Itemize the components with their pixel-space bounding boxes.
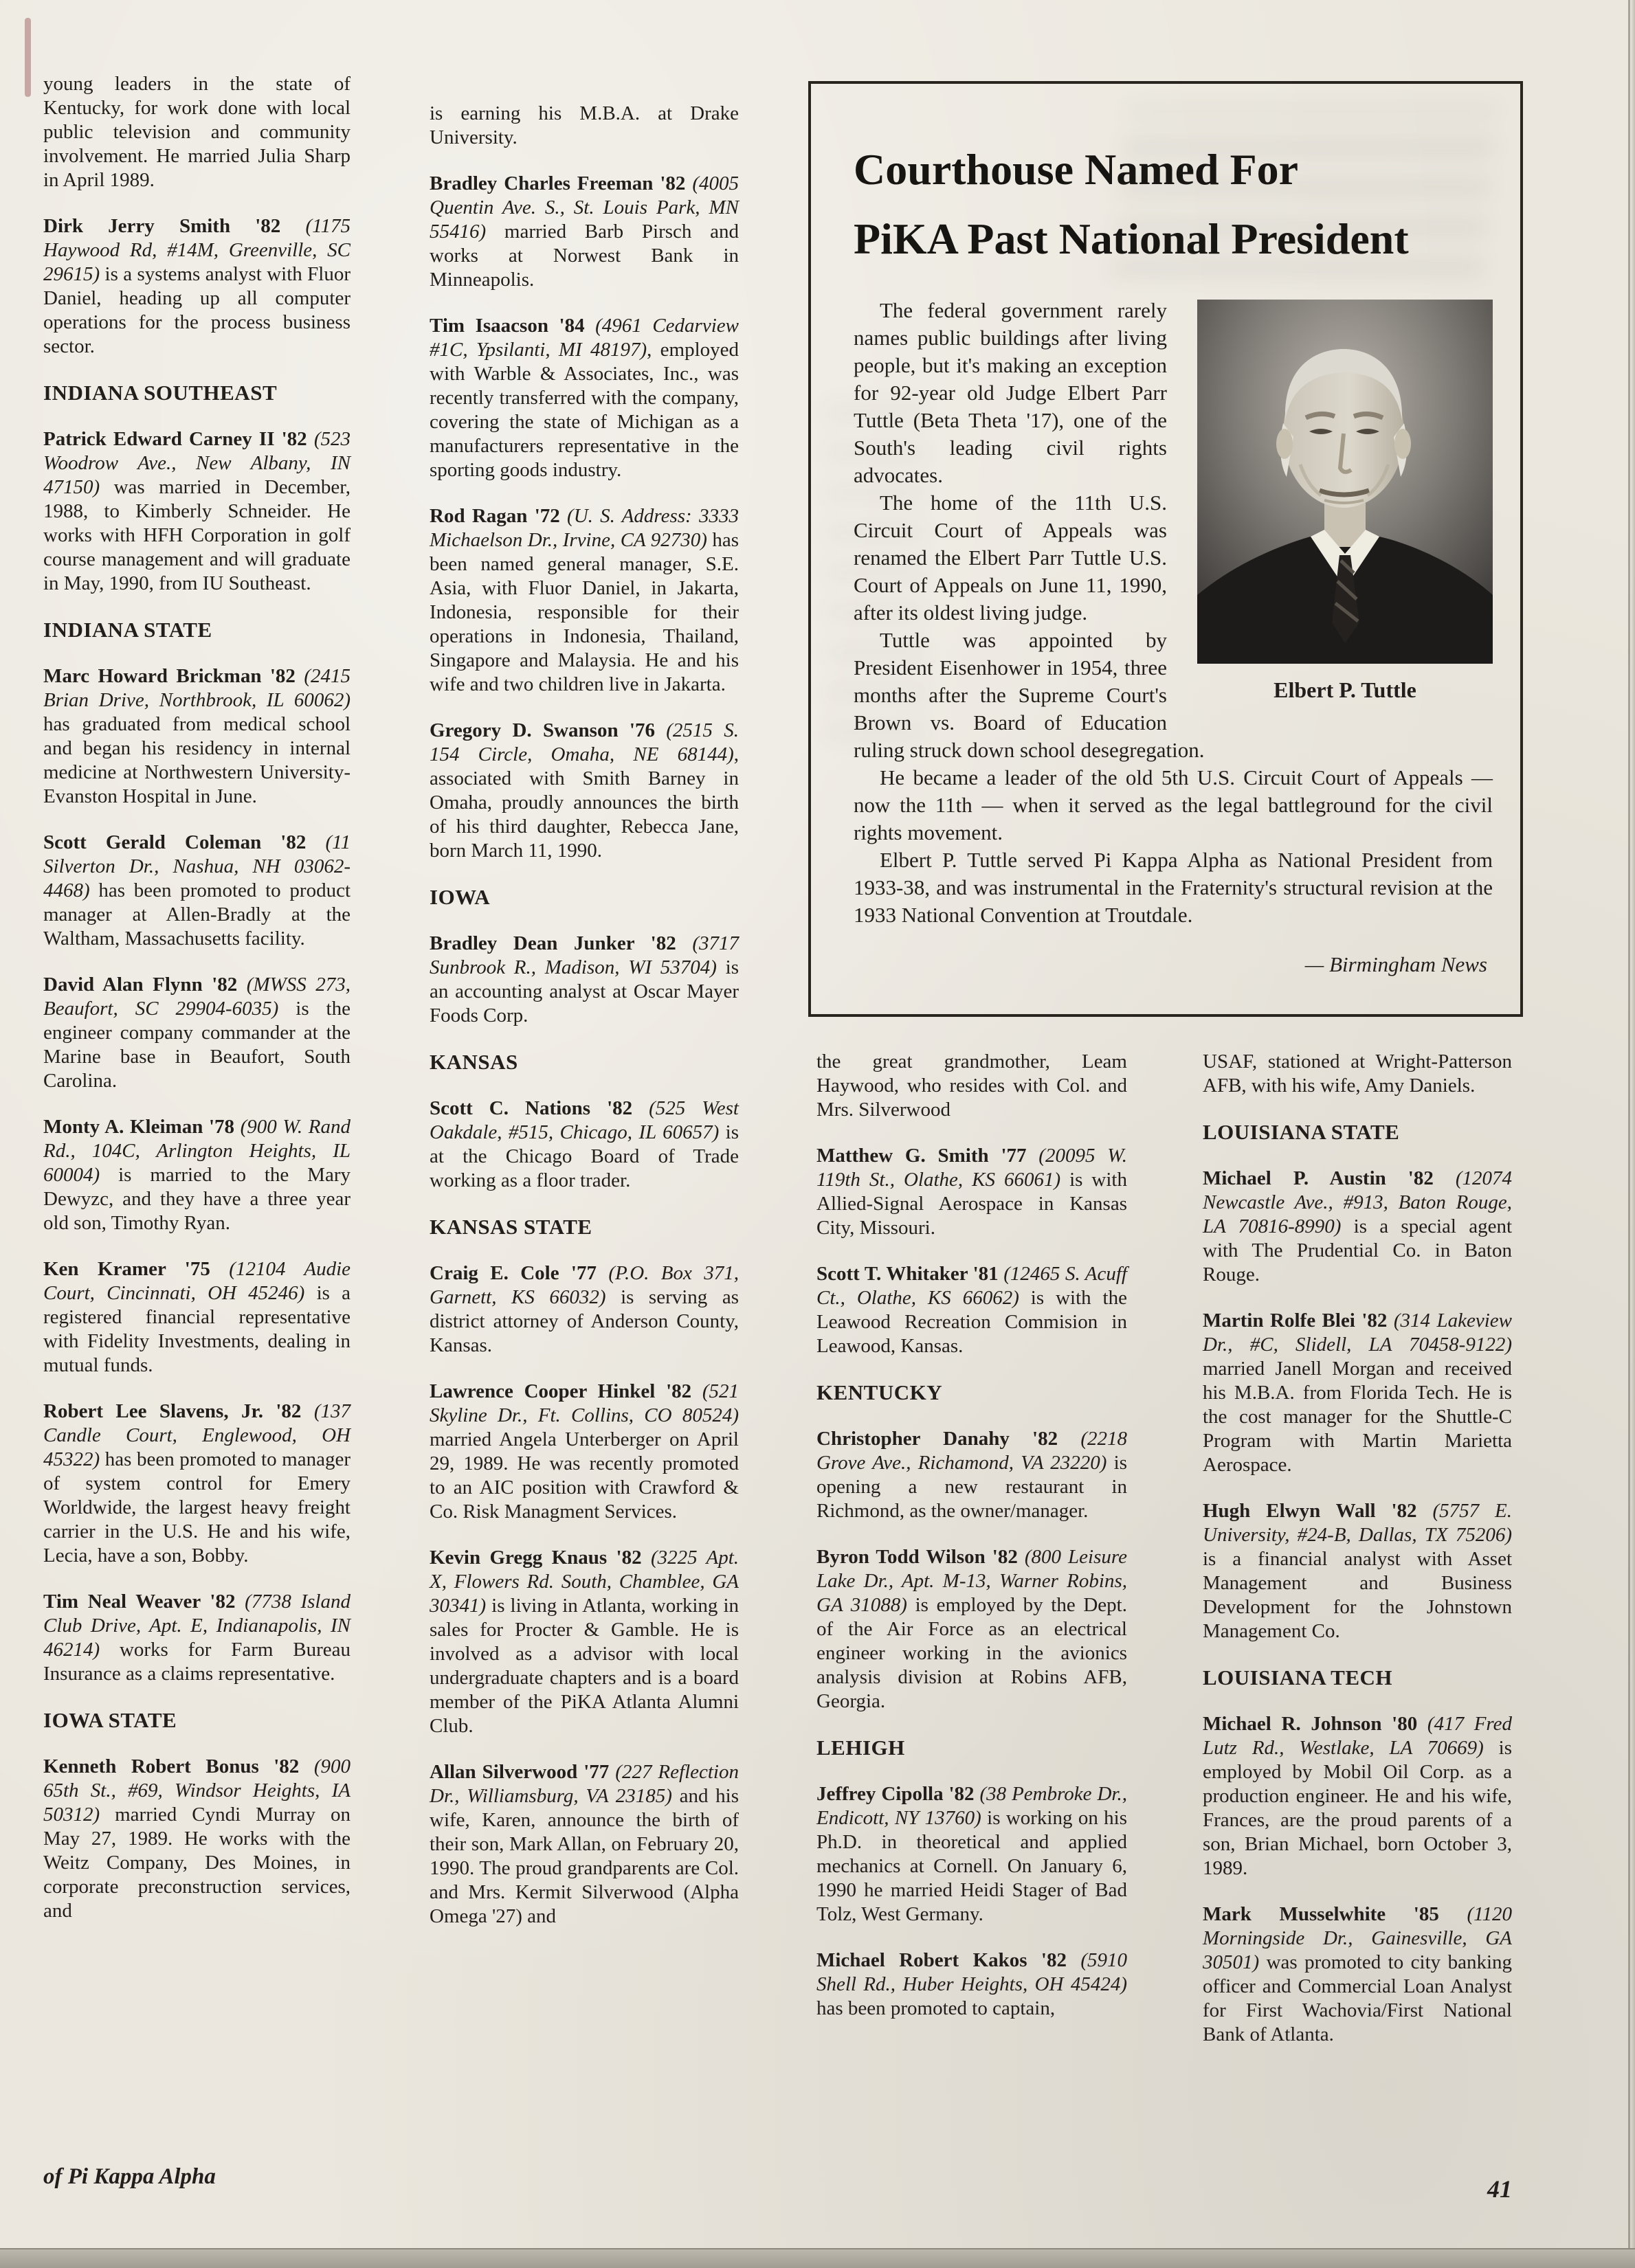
alumnus-address: (900 W. Rand Rd., 104C, Arlington Heights, IL 60004) [43, 1116, 351, 1186]
alumnus-address: (5757 E. University, #24-B, Dallas, TX 75206) [1203, 1500, 1512, 1546]
alumni-entry: Tim Isaacson '84 (4961 Cedarview #1C, Ypsilanti, MI 48197), employed with Warble & Associates, Inc., was recently transferred with the company, covering the state of Michigan as a manufacturers representative in the sporting goods industry. [430, 315, 739, 481]
alumnus-name: Scott T. Whitaker '81 [816, 1263, 1004, 1285]
alumnus-name: Marc Howard Brickman '82 [43, 665, 304, 687]
alumni-entry: Tim Neal Weaver '82 (7738 Island Club Drive, Apt. E, Indianapolis, IN 46214) works for Farm Bureau Insurance as a claims representative. [43, 1591, 351, 1685]
alumnus-name: Hugh Elwyn Wall '82 [1203, 1500, 1433, 1522]
continuation-paragraph: USAF, stationed at Wright-Patterson AFB, with his wife, Amy Daniels. [1203, 1051, 1512, 1097]
alumnus-address: (12465 S. Acuff Ct., Olathe, KS 66062) [816, 1263, 1127, 1309]
alumnus-address: (521 Skyline Dr., Ft. Collins, CO 80524) [430, 1380, 739, 1426]
alumnus-address: (525 West Oakdale, #515, Chicago, IL 60657) [430, 1097, 739, 1143]
alumni-entry: Christopher Danahy '82 (2218 Grove Ave., Richamond, VA 23220) is opening a new restaurant in Richmond, as the owner/manager. [816, 1428, 1127, 1522]
alumnus-name: Matthew G. Smith '77 [816, 1145, 1039, 1167]
portrait-photo [1197, 300, 1493, 664]
alumni-entry: Michael Robert Kakos '82 (5910 Shell Rd., Huber Heights, OH 45424) has been promoted to captain, [816, 1949, 1127, 2019]
alumnus-address: (12074 Newcastle Ave., #913, Baton Rouge, LA 70816-8990) [1203, 1167, 1512, 1237]
alumni-entry: Gregory D. Swanson '76 (2515 S. 154 Circle, Omaha, NE 68144), associated with Smith Barney in Omaha, proudly announces the birth of his third daughter, Rebecca Jane, born March 11, 1990. [430, 719, 739, 862]
alumnus-address: (4961 Cedarview #1C, Ypsilanti, MI 48197) [430, 315, 739, 361]
alumni-entry: Hugh Elwyn Wall '82 (5757 E. University, #24-B, Dallas, TX 75206) is a financial analyst with Asset Management and Business Development for the Johnstown Management Co. [1203, 1500, 1512, 1642]
alumni-entry: Dirk Jerry Smith '82 (1175 Haywood Rd, #14M, Greenville, SC 29615) is a systems analyst with Fluor Daniel, heading up all computer operations for the process business sector. [43, 215, 351, 357]
alumni-entry: Mark Musselwhite '85 (1120 Morningside Dr., Gainesville, GA 30501) was promoted to city banking officer and Commercial Loan Analyst for First Wachovia/First National Bank of Atlanta. [1203, 1903, 1512, 2045]
alumnus-address: (38 Pembroke Dr., Endicott, NY 13760) [816, 1783, 1127, 1829]
alumnus-address: (523 Woodrow Ave., New Albany, IN 47150) [43, 428, 351, 498]
alumnus-address: (137 Candle Court, Englewood, OH 45322) [43, 1400, 351, 1470]
alumnus-name: Gregory D. Swanson '76 [430, 719, 667, 741]
alumnus-address: (1120 Morningside Dr., Gainesville, GA 30501) [1203, 1903, 1512, 1973]
alumnus-name: Dirk Jerry Smith '82 [43, 215, 306, 237]
section-heading: LOUISIANA STATE [1203, 1120, 1400, 1144]
alumnus-address: (1175 Haywood Rd, #14M, Greenville, SC 29615) [43, 215, 351, 285]
alumnus-name: Bradley Charles Freeman '82 [430, 172, 693, 194]
alumnus-address: (227 Reflection Dr., Williamsburg, VA 23185) [430, 1761, 739, 1807]
alumnus-address: (314 Lakeview Dr., #C, Slidell, LA 70458-9122) [1203, 1310, 1512, 1356]
headline-line-1: Courthouse Named For [854, 145, 1299, 194]
alumni-entry: Marc Howard Brickman '82 (2415 Brian Drive, Northbrook, IL 60062) has graduated from medical school and began his residency in internal medicine at Northwestern University-Evanston Hospital in June. [43, 665, 351, 807]
alumnus-address: (2415 Brian Drive, Northbrook, IL 60062) [43, 665, 351, 711]
article-paragraph: Tuttle was appointed by President Eisenhower in 1954, three months after the Supreme Court's Brown vs. Board of Education ruling struck down school desegregation. [854, 628, 1205, 762]
alumni-entry: Byron Todd Wilson '82 (800 Leisure Lake Dr., Apt. M-13, Warner Robins, GA 31088) is employed by the Dept. of the Air Force as an electrical engineer working in the avionics analysis division at Robins AFB, Georgia. [816, 1546, 1127, 1712]
text-column-3 [816, 1050, 1127, 2043]
alumni-entry: Michael R. Johnson '80 (417 Fred Lutz Rd., Westlake, LA 70669) is employed by Mobil Oil Corp. as a production engineer. He and his wife, Frances, are the proud parents of a son, Brian Michael, born October 3, 1989. [1203, 1713, 1513, 1879]
alumnus-name: Scott Gerald Coleman '82 [43, 831, 326, 853]
alumnus-name: Tim Neal Weaver '82 [43, 1591, 245, 1613]
article-paragraph: The home of the 11th U.S. Circuit Court of Appeals was renamed the Elbert Parr Tuttle U.S. Court of Appeals on June 11, 1990, after its oldest living judge. [854, 491, 1167, 625]
alumnus-address: (4005 Quentin Ave. S., St. Louis Park, MN 55416) [430, 172, 739, 243]
alumnus-name: Bradley Dean Junker '82 [430, 932, 693, 954]
alumnus-address: (12104 Audie Court, Cincinnati, OH 45246) [43, 1258, 351, 1304]
article-paragraph: He became a leader of the old 5th U.S. Circuit Court of Appeals — now the 11th — when it served as the legal battleground for the civil rights movement. [854, 765, 1493, 844]
alumni-entry: Jeffrey Cipolla '82 (38 Pembroke Dr., Endicott, NY 13760) is working on his Ph.D. in theoretical and applied mechanics at Cornell. On January 6, 1990 he married Heidi Stager of Bad Tolz, West Germany. [816, 1783, 1127, 1925]
alumni-entry: Martin Rolfe Blei '82 (314 Lakeview Dr., #C, Slidell, LA 70458-9122) married Janell Morgan and received his M.B.A. from Florida Tech. He is the cost manager for the Shuttle-C Program with Martin Marietta Aerospace. [1203, 1310, 1512, 1476]
alumni-entry: Scott C. Nations '82 (525 West Oakdale, #515, Chicago, IL 60657) is at the Chicago Board of Trade working as a floor trader. [430, 1097, 739, 1191]
alumni-entry: Michael P. Austin '82 (12074 Newcastle Ave., #913, Baton Rouge, LA 70816-8990) is a special agent with The Prudential Co. in Baton Rouge. [1203, 1167, 1512, 1285]
continuation-paragraph: is earning his M.B.A. at Drake University. [430, 102, 739, 148]
text-column-2 [430, 102, 739, 1951]
footer-magazine-title: of Pi Kappa Alpha [43, 2164, 216, 2189]
alumni-entry: Matthew G. Smith '77 (20095 W. 119th St., Olathe, KS 66061) is with Allied-Signal Aerospace in Kansas City, Missouri. [816, 1145, 1127, 1239]
alumnus-name: Ken Kramer '75 [43, 1258, 230, 1280]
scan-bottom-band [0, 2248, 1635, 2268]
alumni-entry: Patrick Edward Carney II '82 (523 Woodrow Ave., New Albany, IN 47150) was married in December, 1988, to Kimberly Schneider. He works with HFH Corporation in golf course management and will graduate in May, 1990, from IU Southeast. [43, 428, 351, 594]
alumnus-address: (417 Fred Lutz Rd., Westlake, LA 70669) [1203, 1713, 1513, 1759]
alumnus-name: Byron Todd Wilson '82 [816, 1546, 1025, 1568]
alumnus-address: (MWSS 273, Beaufort, SC 29904-6035) [43, 974, 351, 1020]
headline-line-2: PiKA Past National President [854, 214, 1409, 263]
alumni-entry: Rod Ragan '72 (U. S. Address: 3333 Michaelson Dr., Irvine, CA 92730) has been named general manager, S.E. Asia, with Fluor Daniel, in Jakarta, Indonesia, responsible for their operations in Indonesia, Thailand, Singapore and Malaysia. He and his wife and two children live in Jakarta. [430, 505, 739, 695]
alumnus-address: (3225 Apt. X, Flowers Rd. South, Chamblee, GA 30341) [430, 1547, 739, 1617]
alumnus-address: (U. S. Address: 3333 Michaelson Dr., Irvine, CA 92730) [430, 505, 739, 551]
alumnus-address: (5910 Shell Rd., Huber Heights, OH 45424) [816, 1949, 1127, 1995]
text-column-1 [43, 72, 351, 1945]
section-heading: KANSAS [430, 1050, 518, 1074]
alumnus-name: Jeffrey Cipolla '82 [816, 1783, 980, 1805]
alumnus-name: Robert Lee Slavens, Jr. '82 [43, 1400, 314, 1422]
alumnus-name: Craig E. Cole '77 [430, 1262, 609, 1284]
continuation-paragraph: young leaders in the state of Kentucky, for work done with local public television and community involvement. He married Julia Sharp in April 1989. [43, 73, 351, 191]
alumnus-name: Lawrence Cooper Hinkel '82 [430, 1380, 702, 1402]
alumnus-address: (11 Silverton Dr., Nashua, NH 03062-4468) [43, 831, 351, 901]
article-photo-figure [1197, 300, 1493, 704]
section-heading: IOWA STATE [43, 1708, 177, 1732]
alumni-entry: Scott Gerald Coleman '82 (11 Silverton Dr., Nashua, NH 03062-4468) has been promoted to product manager at Allen-Bradly at the Waltham, Massachusetts facility. [43, 831, 351, 950]
section-heading: IOWA [430, 885, 491, 909]
alumnus-name: Patrick Edward Carney II '82 [43, 428, 314, 450]
alumni-entry: David Alan Flynn '82 (MWSS 273, Beaufort, SC 29904-6035) is the engineer company commander at the Marine base in Beaufort, South Carolina. [43, 974, 351, 1092]
alumnus-name: Mark Musselwhite '85 [1203, 1903, 1467, 1925]
article-paragraph: The federal government rarely names public buildings after living people, but it's making an exception for 92-year old Judge Elbert Parr Tuttle (Beta Theta '17), one of the South's leading civil rights advocates. [854, 298, 1167, 487]
alumnus-address: (2218 Grove Ave., Richamond, VA 23220) [816, 1428, 1127, 1474]
alumnus-address: (900 65th St., #69, Windsor Heights, IA 50312) [43, 1755, 351, 1826]
alumni-entry: Ken Kramer '75 (12104 Audie Court, Cincinnati, OH 45246) is a registered financial representative with Fidelity Investments, dealing in mutual funds. [43, 1258, 351, 1376]
alumnus-address: (P.O. Box 371, Garnett, KS 66032) [430, 1262, 739, 1308]
article-body [854, 297, 1493, 929]
text-column-4 [1203, 1050, 1512, 2069]
alumnus-name: Monty A. Kleiman '78 [43, 1116, 241, 1138]
alumni-entry: Bradley Dean Junker '82 (3717 Sunbrook R., Madison, WI 53704) is an accounting analyst at Oscar Mayer Foods Corp. [430, 932, 739, 1026]
alumni-entry: Craig E. Cole '77 (P.O. Box 371, Garnett, KS 66032) is serving as district attorney of Anderson County, Kansas. [430, 1262, 739, 1356]
alumnus-name: Rod Ragan '72 [430, 505, 568, 527]
alumnus-name: Scott C. Nations '82 [430, 1097, 649, 1119]
section-heading: INDIANA SOUTHEAST [43, 381, 278, 405]
continuation-paragraph: the great grandmother, Leam Haywood, who resides with Col. and Mrs. Silverwood [816, 1051, 1127, 1121]
alumni-entry: Kenneth Robert Bonus '82 (900 65th St., #69, Windsor Heights, IA 50312) married Cyndi Murray on May 27, 1989. He works with the Weitz Company, Des Moines, in corporate preconstruction services, and [43, 1755, 351, 1922]
alumnus-name: Allan Silverwood '77 [430, 1761, 616, 1783]
alumnus-name: Tim Isaacson '84 [430, 315, 596, 337]
alumni-entry: Allan Silverwood '77 (227 Reflection Dr., Williamsburg, VA 23185) and his wife, Karen, announce the birth of their son, Mark Allan, on February 20, 1990. The proud grandparents are Col. and Mrs. Kermit Silverwood (Alpha Omega '27) and [430, 1761, 739, 1927]
section-heading: KENTUCKY [816, 1380, 943, 1404]
scan-red-streak [25, 18, 31, 97]
article-headline [854, 135, 1493, 273]
alumni-entry: Monty A. Kleiman '78 (900 W. Rand Rd., 104C, Arlington Heights, IL 60004) is married to the Mary Dewyzc, and they have a three year old son, Timothy Ryan. [43, 1116, 351, 1234]
alumni-entry: Lawrence Cooper Hinkel '82 (521 Skyline Dr., Ft. Collins, CO 80524) married Angela Unterberger on April 29, 1989. He was recently promoted to an AIC position with Crawford & Co. Risk Managment Services. [430, 1380, 739, 1523]
alumnus-name: Michael P. Austin '82 [1203, 1167, 1456, 1189]
alumni-entry: Kevin Gregg Knaus '82 (3225 Apt. X, Flowers Rd. South, Chamblee, GA 30341) is living in Atlanta, working in sales for Procter & Gamble. He is involved as a advisor with local undergraduate chapters and is a board member of the PiKA Atlanta Alumni Club. [430, 1547, 739, 1737]
featured-article-box [808, 81, 1523, 1017]
alumnus-name: David Alan Flynn '82 [43, 974, 247, 996]
alumni-entry: Robert Lee Slavens, Jr. '82 (137 Candle Court, Englewood, OH 45322) has been promoted to manager of system control for Emery Worldwide, the largest heavy freight carrier in the U.S. He and his wife, Lecia, have a son, Bobby. [43, 1400, 351, 1567]
alumnus-name: Christopher Danahy '82 [816, 1428, 1081, 1450]
article-attribution: — Birmingham News [1304, 952, 1487, 976]
alumnus-name: Martin Rolfe Blei '82 [1203, 1310, 1394, 1332]
alumnus-name: Kenneth Robert Bonus '82 [43, 1755, 314, 1777]
alumnus-address: (20095 W. 119th St., Olathe, KS 66061) [816, 1145, 1127, 1191]
section-heading: LEHIGH [816, 1736, 905, 1760]
alumnus-name: Kevin Gregg Knaus '82 [430, 1547, 651, 1569]
section-heading: LOUISIANA TECH [1203, 1665, 1393, 1689]
scan-edge-line [1628, 0, 1630, 2248]
photo-caption: Elbert P. Tuttle [1273, 677, 1416, 702]
alumni-entry: Bradley Charles Freeman '82 (4005 Quentin Ave. S., St. Louis Park, MN 55416) married Barb Pirsch and works at Norwest Bank in Minneapolis. [430, 172, 739, 291]
alumnus-address: (2515 S. 154 Circle, Omaha, NE 68144) [430, 719, 739, 765]
alumnus-name: Michael R. Johnson '80 [1203, 1713, 1427, 1735]
alumnus-name: Michael Robert Kakos '82 [816, 1949, 1081, 1971]
page-number: 41 [1487, 2175, 1512, 2203]
section-heading: INDIANA STATE [43, 618, 212, 642]
alumnus-address: (800 Leisure Lake Dr., Apt. M-13, Warner Robins, GA 31088) [816, 1546, 1127, 1616]
scan-edge-artifact [1630, 0, 1635, 2248]
alumnus-address: (7738 Island Club Drive, Apt. E, Indianapolis, IN 46214) [43, 1591, 351, 1661]
section-heading: KANSAS STATE [430, 1215, 592, 1239]
alumnus-address: (3717 Sunbrook R., Madison, WI 53704) [430, 932, 739, 978]
alumni-entry: Scott T. Whitaker '81 (12465 S. Acuff Ct., Olathe, KS 66062) is with the Leawood Recreation Commision in Leawood, Kansas. [816, 1263, 1127, 1357]
article-paragraph: Elbert P. Tuttle served Pi Kappa Alpha as National President from 1933-38, and was instrumental in the Fraternity's structural revision at the 1933 National Convention at Troutdale. [854, 848, 1493, 927]
